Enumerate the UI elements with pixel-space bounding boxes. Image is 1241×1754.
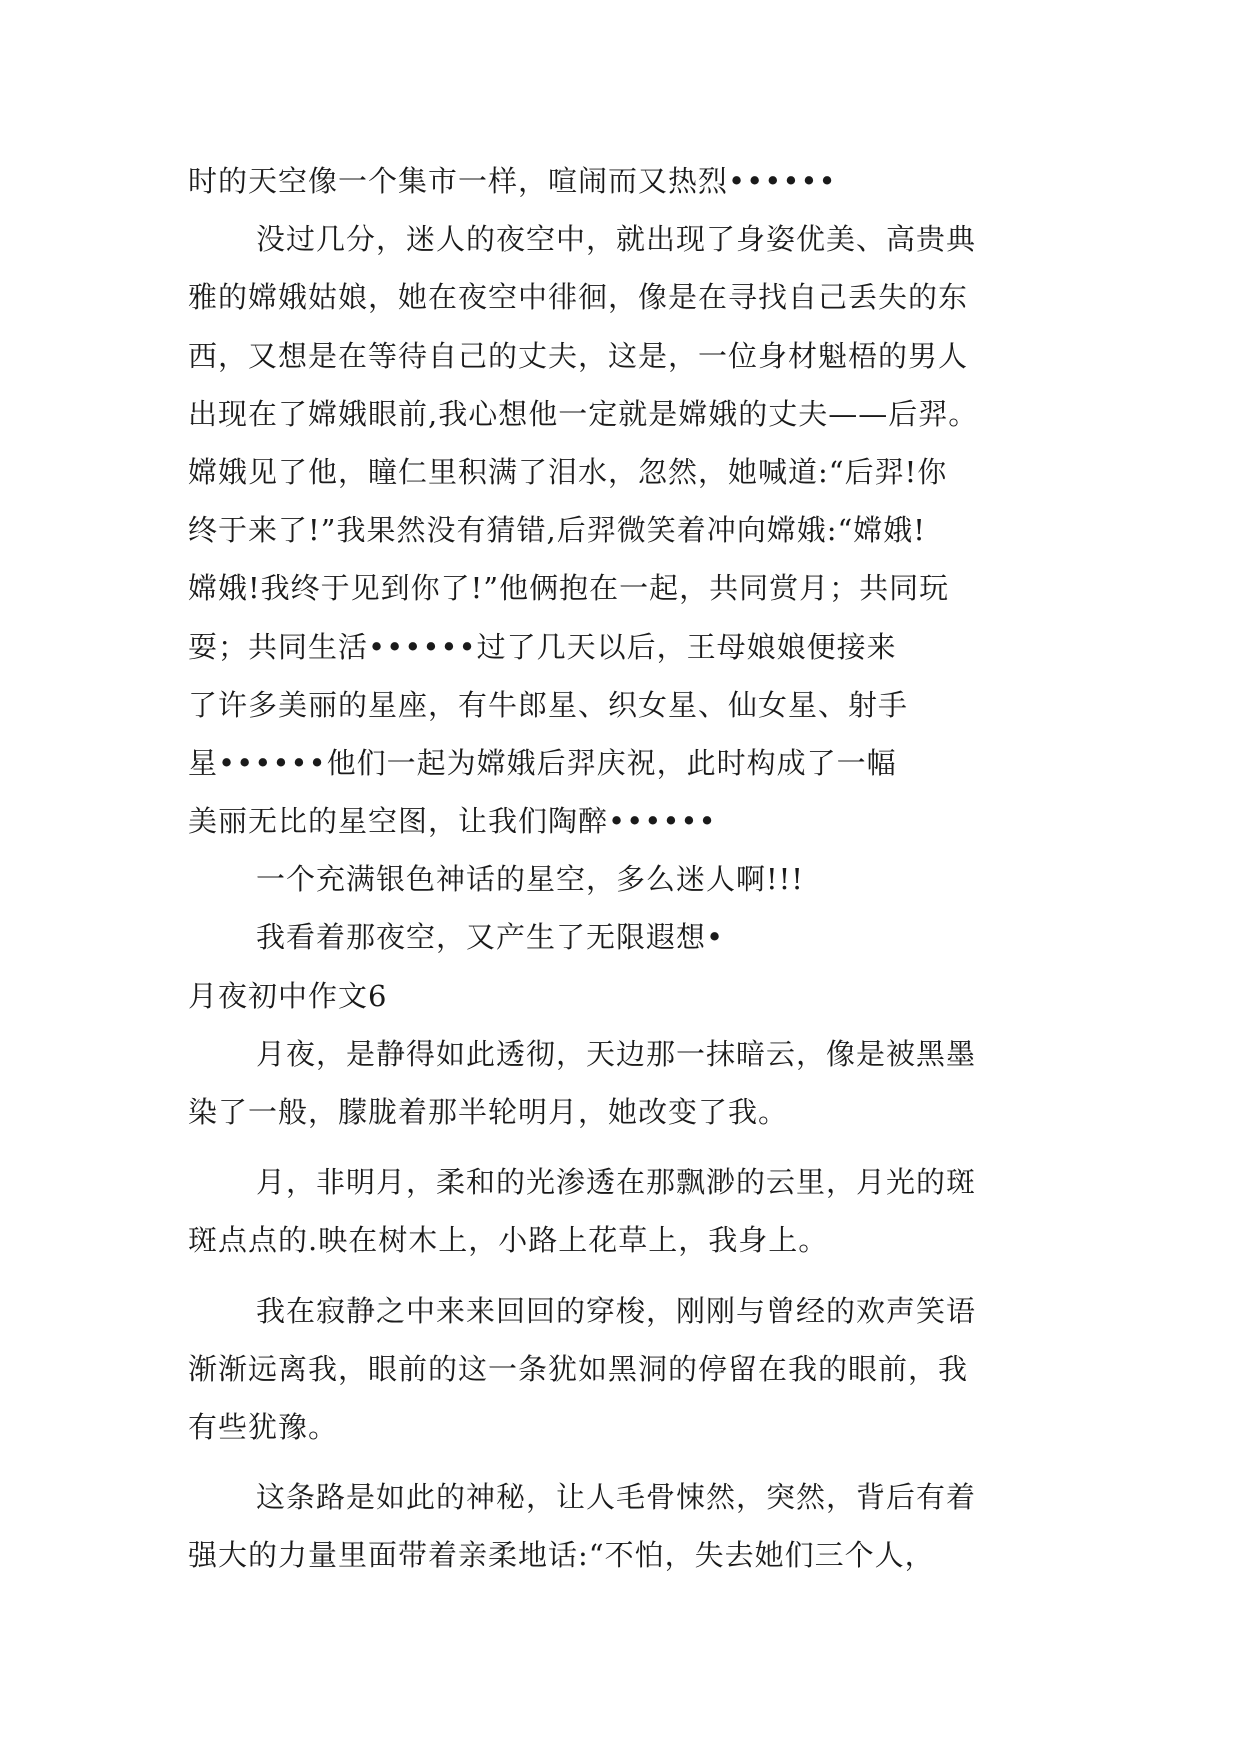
text-line: 出现在了嫦娥眼前,我心想他一定就是嫦娥的丈夫——后羿。 [188,396,979,431]
text-line: 终于来了!”我果然没有猜错,后羿微笑着冲向嫦娥:“嫦娥! [188,513,926,548]
text-line: 美丽无比的星空图，让我们陶醉•••••• [188,804,717,839]
text-line: 有些犹豫。 [188,1409,339,1444]
text-line: 时的天空像一个集市一样，喧闹而又热烈•••••• [188,164,837,198]
paragraph-start-line: 我看着那夜空，又产生了无限遐想• [256,920,725,955]
paragraph-start-line: 这条路是如此的神秘，让人毛骨悚然，突然，背后有着 [256,1480,977,1515]
paragraph-start-line: 没过几分，迷人的夜空中，就出现了身姿优美、高贵典 [256,222,977,257]
text-line: 渐渐远离我，眼前的这一条犹如黑洞的停留在我的眼前，我 [188,1351,969,1386]
document-body [188,152,1058,1585]
text-line: 了许多美丽的星座，有牛郎星、织女星、仙女星、射手 [188,687,909,722]
section-heading: 月夜初中作文6 [188,978,388,1013]
paragraph-start-line: 一个充满银色神话的星空，多么迷人啊!!! [256,862,804,897]
paragraph-start-line: 月，非明月，柔和的光渗透在那飘渺的云里，月光的斑 [256,1165,977,1200]
text-line: 强大的力量里面带着亲柔地话:“不怕，失去她们三个人， [188,1538,935,1573]
text-line: 染了一般，朦胧着那半轮明月，她改变了我。 [188,1095,789,1129]
text-line: 斑点点的.映在树木上，小路上花草上，我身上。 [188,1223,829,1258]
text-line: 嫦娥!我终于见到你了!”他俩抱在一起，共同赏月；共同玩 [188,571,950,606]
paragraph-start-line: 月夜，是静得如此透彻，天边那一抹暗云，像是被黑墨 [256,1036,977,1071]
text-line: 嫦娥见了他，瞳仁里积满了泪水，忽然，她喊道:“后羿!你 [188,454,948,489]
paragraph-start-line: 我在寂静之中来来回回的穿梭，刚刚与曾经的欢声笑语 [256,1293,977,1328]
text-line: 耍；共同生活••••••过了几天以后，王母娘娘便接来 [188,629,897,664]
text-line: 星••••••他们一起为嫦娥后羿庆祝，此时构成了一幅 [188,745,897,780]
text-line: 西，又想是在等待自己的丈夫，这是，一位身材魁梧的男人 [188,338,969,373]
text-line: 雅的嫦娥姑娘，她在夜空中徘徊，像是在寻找自己丢失的东 [188,280,969,315]
